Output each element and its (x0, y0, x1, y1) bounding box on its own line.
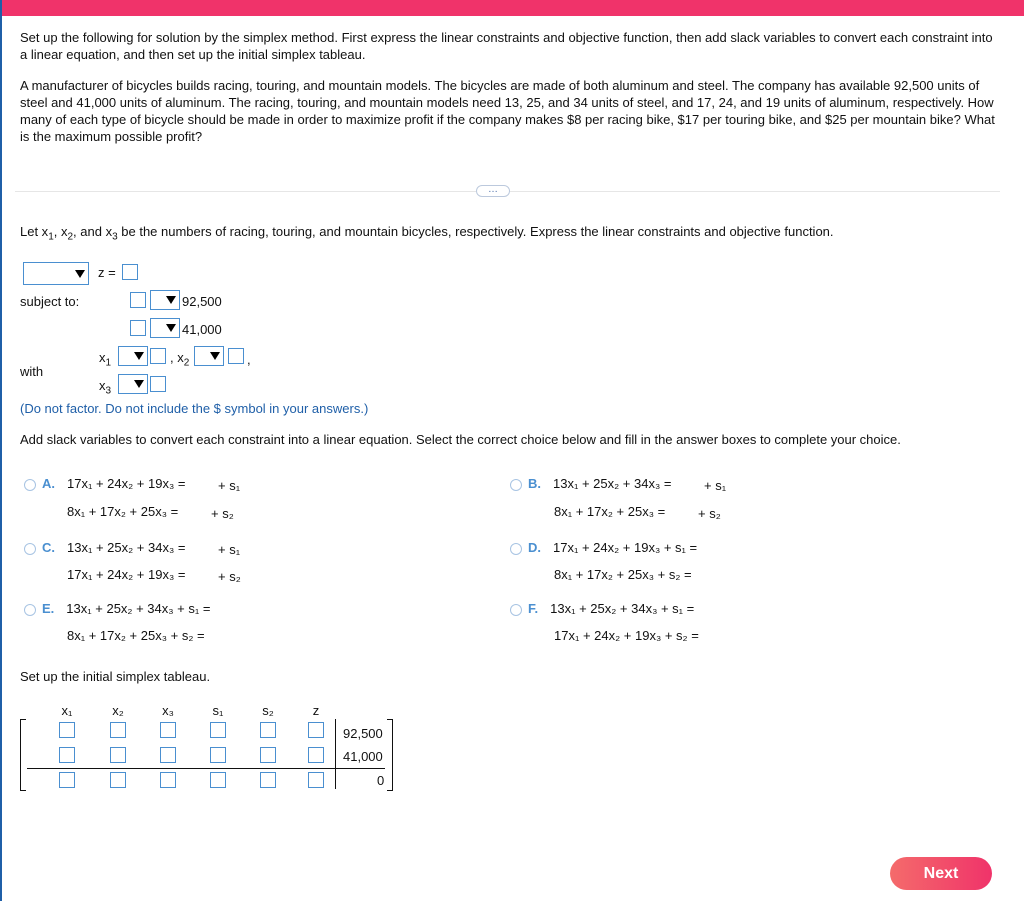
tableau-cell[interactable] (210, 747, 226, 763)
x3-dropdown[interactable] (118, 374, 148, 394)
tableau-cell[interactable] (260, 722, 276, 738)
x1-bound-input[interactable] (150, 348, 166, 364)
header-s2: s₂ (262, 703, 274, 718)
objective-type-dropdown[interactable] (23, 262, 89, 285)
tableau-cell[interactable] (110, 722, 126, 738)
header-x2: x₂ (112, 703, 124, 718)
next-button[interactable]: Next (890, 857, 992, 890)
tableau-cell[interactable] (160, 722, 176, 738)
intro-text: Set up the following for solution by the simplex method. First express the linear constraints and objective function, then add slack variables to convert each constraint into a linear equation, and then set up the initial simplex tableau. (20, 30, 993, 62)
radio-a[interactable] (24, 479, 36, 491)
header-z: z (312, 703, 320, 718)
tableau-cell[interactable] (260, 772, 276, 788)
tableau-cell[interactable] (210, 722, 226, 738)
tableau-cell[interactable] (308, 772, 324, 788)
tableau-cell[interactable] (59, 722, 75, 738)
x3-label: $x_3$ (99, 378, 112, 397)
rhs-value: 0 (377, 773, 385, 788)
with-label: with (20, 364, 44, 379)
tableau-cell[interactable] (160, 772, 176, 788)
tableau-cell[interactable] (210, 772, 226, 788)
rhs-value: 41,000 (343, 749, 383, 764)
x2-dropdown[interactable] (194, 346, 224, 366)
z-label: z = (98, 265, 116, 280)
tableau-cell[interactable] (110, 747, 126, 763)
constraint2-rhs: 41,000 (182, 322, 222, 337)
more-button[interactable]: … (476, 185, 510, 197)
x2-label: , $x_2$ (170, 350, 190, 369)
rhs-divider (335, 719, 336, 789)
let-line: Let $x_1$, $x_2$, and $x_3$ be the numbers of racing, touring, and mountain bicycles, respectively. Express the linear constraints and objective function. (20, 224, 834, 243)
header-s1: s₁ (212, 703, 224, 718)
tableau-cell[interactable] (260, 747, 276, 763)
objective-row-line (27, 768, 385, 769)
let-text: be the numbers of racing, touring, and mountain bicycles, respectively. Express the linear constraints and objective function. (121, 224, 834, 239)
left-edge-line (0, 0, 2, 901)
constraint1-dropdown[interactable] (150, 290, 180, 310)
header-x3: x₃ (162, 703, 174, 718)
radio-d[interactable] (510, 543, 522, 555)
rhs-value: 92,500 (343, 726, 383, 741)
constraint2-input[interactable] (130, 320, 146, 336)
x3-bound-input[interactable] (150, 376, 166, 392)
tableau-cell[interactable] (308, 722, 324, 738)
radio-c[interactable] (24, 543, 36, 555)
radio-e[interactable] (24, 604, 36, 616)
objective-input[interactable] (122, 264, 138, 280)
header-x1: x₁ (61, 703, 73, 718)
subject-to-label: subject to: (20, 294, 80, 309)
tableau-cell[interactable] (59, 772, 75, 788)
tableau-title: Set up the initial simplex tableau. (20, 669, 211, 684)
constraint1-rhs: 92,500 (182, 294, 222, 309)
constraint1-input[interactable] (130, 292, 146, 308)
x1-label: $x_1$ (99, 350, 112, 369)
problem-text: A manufacturer of bicycles builds racing, touring, and mountain models. The bicycles are made of both aluminum and steel. The company has available 92,500 units of steel and 41,000 units of aluminum. The racing, touring, and mountain models need 13, 25, and 34 units of steel, and 17, 24, and 19 units of aluminum, respectively. How many of each type of bicycle should be made in order to maximize profit if the company makes $8 per racing bike, $17 per touring bike, and $25 per mountain bike? What is the maximum possible profit? (20, 78, 995, 144)
tableau-cell[interactable] (160, 747, 176, 763)
tableau-cell[interactable] (308, 747, 324, 763)
comma: , (247, 352, 251, 367)
tableau-cell[interactable] (59, 747, 75, 763)
radio-f[interactable] (510, 604, 522, 616)
slack-instructions: Add slack variables to convert each constraint into a linear equation. Select the correct choice below and fill in the answer boxes to complete your choice. (20, 432, 901, 447)
right-bracket (387, 719, 393, 791)
tableau-cell[interactable] (110, 772, 126, 788)
constraint2-dropdown[interactable] (150, 318, 180, 338)
x2-bound-input[interactable] (228, 348, 244, 364)
radio-b[interactable] (510, 479, 522, 491)
x1-dropdown[interactable] (118, 346, 148, 366)
note-text: (Do not factor. Do not include the $ symbol in your answers.) (20, 401, 369, 416)
top-banner (0, 0, 1024, 16)
left-bracket (20, 719, 26, 791)
